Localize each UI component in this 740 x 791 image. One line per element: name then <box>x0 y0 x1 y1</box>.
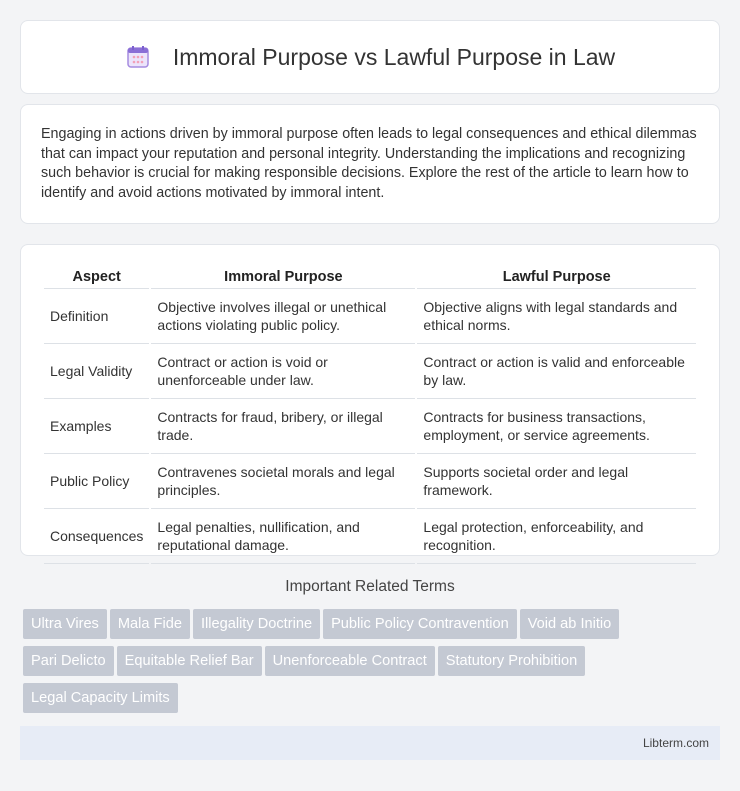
footer <box>20 726 720 760</box>
aspect-cell: Definition <box>44 288 149 343</box>
immoral-cell: Legal penalties, nullification, and reputational damage. <box>151 508 415 564</box>
intro-card <box>20 104 720 224</box>
lawful-cell: Contracts for business transactions, employment, or service agreements. <box>417 398 696 453</box>
table-row <box>44 343 696 398</box>
table-row <box>44 398 696 453</box>
comparison-table-card <box>20 244 720 556</box>
column-header-aspect: Aspect <box>72 269 121 285</box>
immoral-cell: Contravenes societal morals and legal principles. <box>151 453 415 508</box>
immoral-cell: Contracts for fraud, bribery, or illegal trade. <box>151 398 415 453</box>
related-term-tag[interactable]: Statutory Prohibition <box>438 646 585 676</box>
calendar-icon <box>125 44 151 70</box>
header-card <box>20 20 720 94</box>
related-term-tag[interactable]: Legal Capacity Limits <box>23 683 178 713</box>
related-term-tag[interactable]: Unenforceable Contract <box>265 646 435 676</box>
aspect-cell: Examples <box>44 398 149 453</box>
lawful-cell: Supports societal order and legal framework. <box>417 453 696 508</box>
related-term-tag[interactable]: Ultra Vires <box>23 609 107 639</box>
aspect-cell: Legal Validity <box>44 343 149 398</box>
footer-site-link[interactable]: Libterm.com <box>642 736 709 750</box>
comparison-table <box>42 263 698 564</box>
related-terms-list <box>23 609 723 720</box>
column-header-immoral: Immoral Purpose <box>224 269 343 285</box>
table-row <box>44 508 696 564</box>
related-terms-title: Important Related Terms <box>285 578 455 595</box>
table-row <box>44 288 696 343</box>
related-term-tag[interactable]: Void ab Initio <box>520 609 620 639</box>
related-term-tag[interactable]: Mala Fide <box>110 609 190 639</box>
aspect-cell: Public Policy <box>44 453 149 508</box>
table-row <box>44 453 696 508</box>
lawful-cell: Objective aligns with legal standards and ethical norms. <box>417 288 696 343</box>
related-term-tag[interactable]: Public Policy Contravention <box>323 609 517 639</box>
page-title: Immoral Purpose vs Lawful Purpose in Law <box>172 43 616 70</box>
lawful-cell: Legal protection, enforceability, and recognition. <box>417 508 696 564</box>
immoral-cell: Objective involves illegal or unethical actions violating public policy. <box>151 288 415 343</box>
related-term-tag[interactable]: Equitable Relief Bar <box>117 646 262 676</box>
intro-text: Engaging in actions driven by immoral purpose often leads to legal consequences and ethical dilemmas that can impact your reputation and personal integrity. Understanding the implications and recognizing such behavior is crucial for making responsible decisions. Explore the rest of the article to learn how to identify and avoid actions motivated by immoral intent. <box>41 126 697 201</box>
lawful-cell: Contract or action is valid and enforceable by law. <box>417 343 696 398</box>
immoral-cell: Contract or action is void or unenforceable under law. <box>151 343 415 398</box>
column-header-lawful: Lawful Purpose <box>502 269 611 285</box>
related-term-tag[interactable]: Illegality Doctrine <box>193 609 320 639</box>
aspect-cell: Consequences <box>44 508 149 564</box>
related-term-tag[interactable]: Pari Delicto <box>23 646 114 676</box>
